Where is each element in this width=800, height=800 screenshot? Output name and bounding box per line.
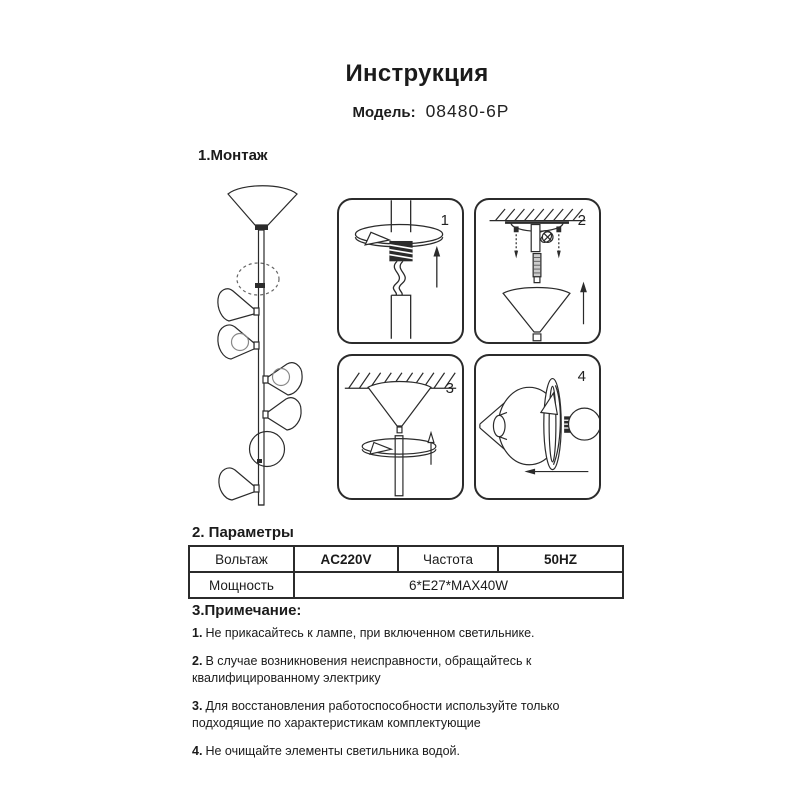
parameters-table — [188, 545, 624, 599]
step-3-panel — [337, 354, 464, 500]
note-item-1 — [192, 625, 626, 642]
montage-heading: 1.Монтаж — [198, 147, 268, 164]
note-number: 4. — [192, 744, 203, 758]
montage-steps — [337, 198, 601, 500]
floor-lamp-drawing — [195, 180, 330, 515]
model-label: Модель: — [352, 104, 416, 121]
parameters-heading: 2. Параметры — [192, 524, 294, 541]
note-text: Для восстановления работоспособности используйте только подходящие по характеристикам комплектующие — [192, 699, 560, 730]
voltage-label-cell: Вольтаж — [189, 546, 294, 572]
notes-heading: 3.Примечание: — [192, 602, 302, 619]
frequency-value-cell: 50HZ — [498, 546, 623, 572]
note-number: 1. — [192, 626, 203, 640]
note-text: В случае возникновения неисправности, обращайтесь к квалифицированному электрику — [192, 654, 532, 685]
note-number: 2. — [192, 654, 203, 668]
step-1-number: 1 — [440, 212, 449, 229]
table-row — [189, 572, 623, 598]
power-label-cell: Мощность — [189, 572, 294, 598]
step-4-panel — [474, 354, 601, 500]
model-value: 08480-6P — [425, 101, 510, 121]
step-1-panel — [337, 198, 464, 344]
note-item-4 — [192, 743, 626, 760]
step-3-diagram — [339, 356, 462, 498]
table-row — [189, 546, 623, 572]
model-row — [0, 101, 800, 122]
step-3-number: 3 — [445, 380, 454, 397]
page-title: Инструкция — [345, 60, 489, 87]
note-item-3 — [192, 698, 626, 732]
note-text: Не прикасайтесь к лампе, при включенном светильнике. — [205, 626, 535, 640]
frequency-label-cell: Частота — [398, 546, 498, 572]
voltage-value-cell: AC220V — [294, 546, 398, 572]
note-number: 3. — [192, 699, 203, 713]
note-item-2 — [192, 653, 626, 687]
notes-list — [192, 625, 626, 771]
note-text: Не очищайте элементы светильника водой. — [205, 744, 461, 758]
step-4-number: 4 — [577, 368, 586, 385]
step-2-panel — [474, 198, 601, 344]
floor-lamp-icon — [195, 180, 330, 515]
step-2-number: 2 — [577, 212, 586, 229]
power-value-cell: 6*E27*MAX40W — [294, 572, 623, 598]
